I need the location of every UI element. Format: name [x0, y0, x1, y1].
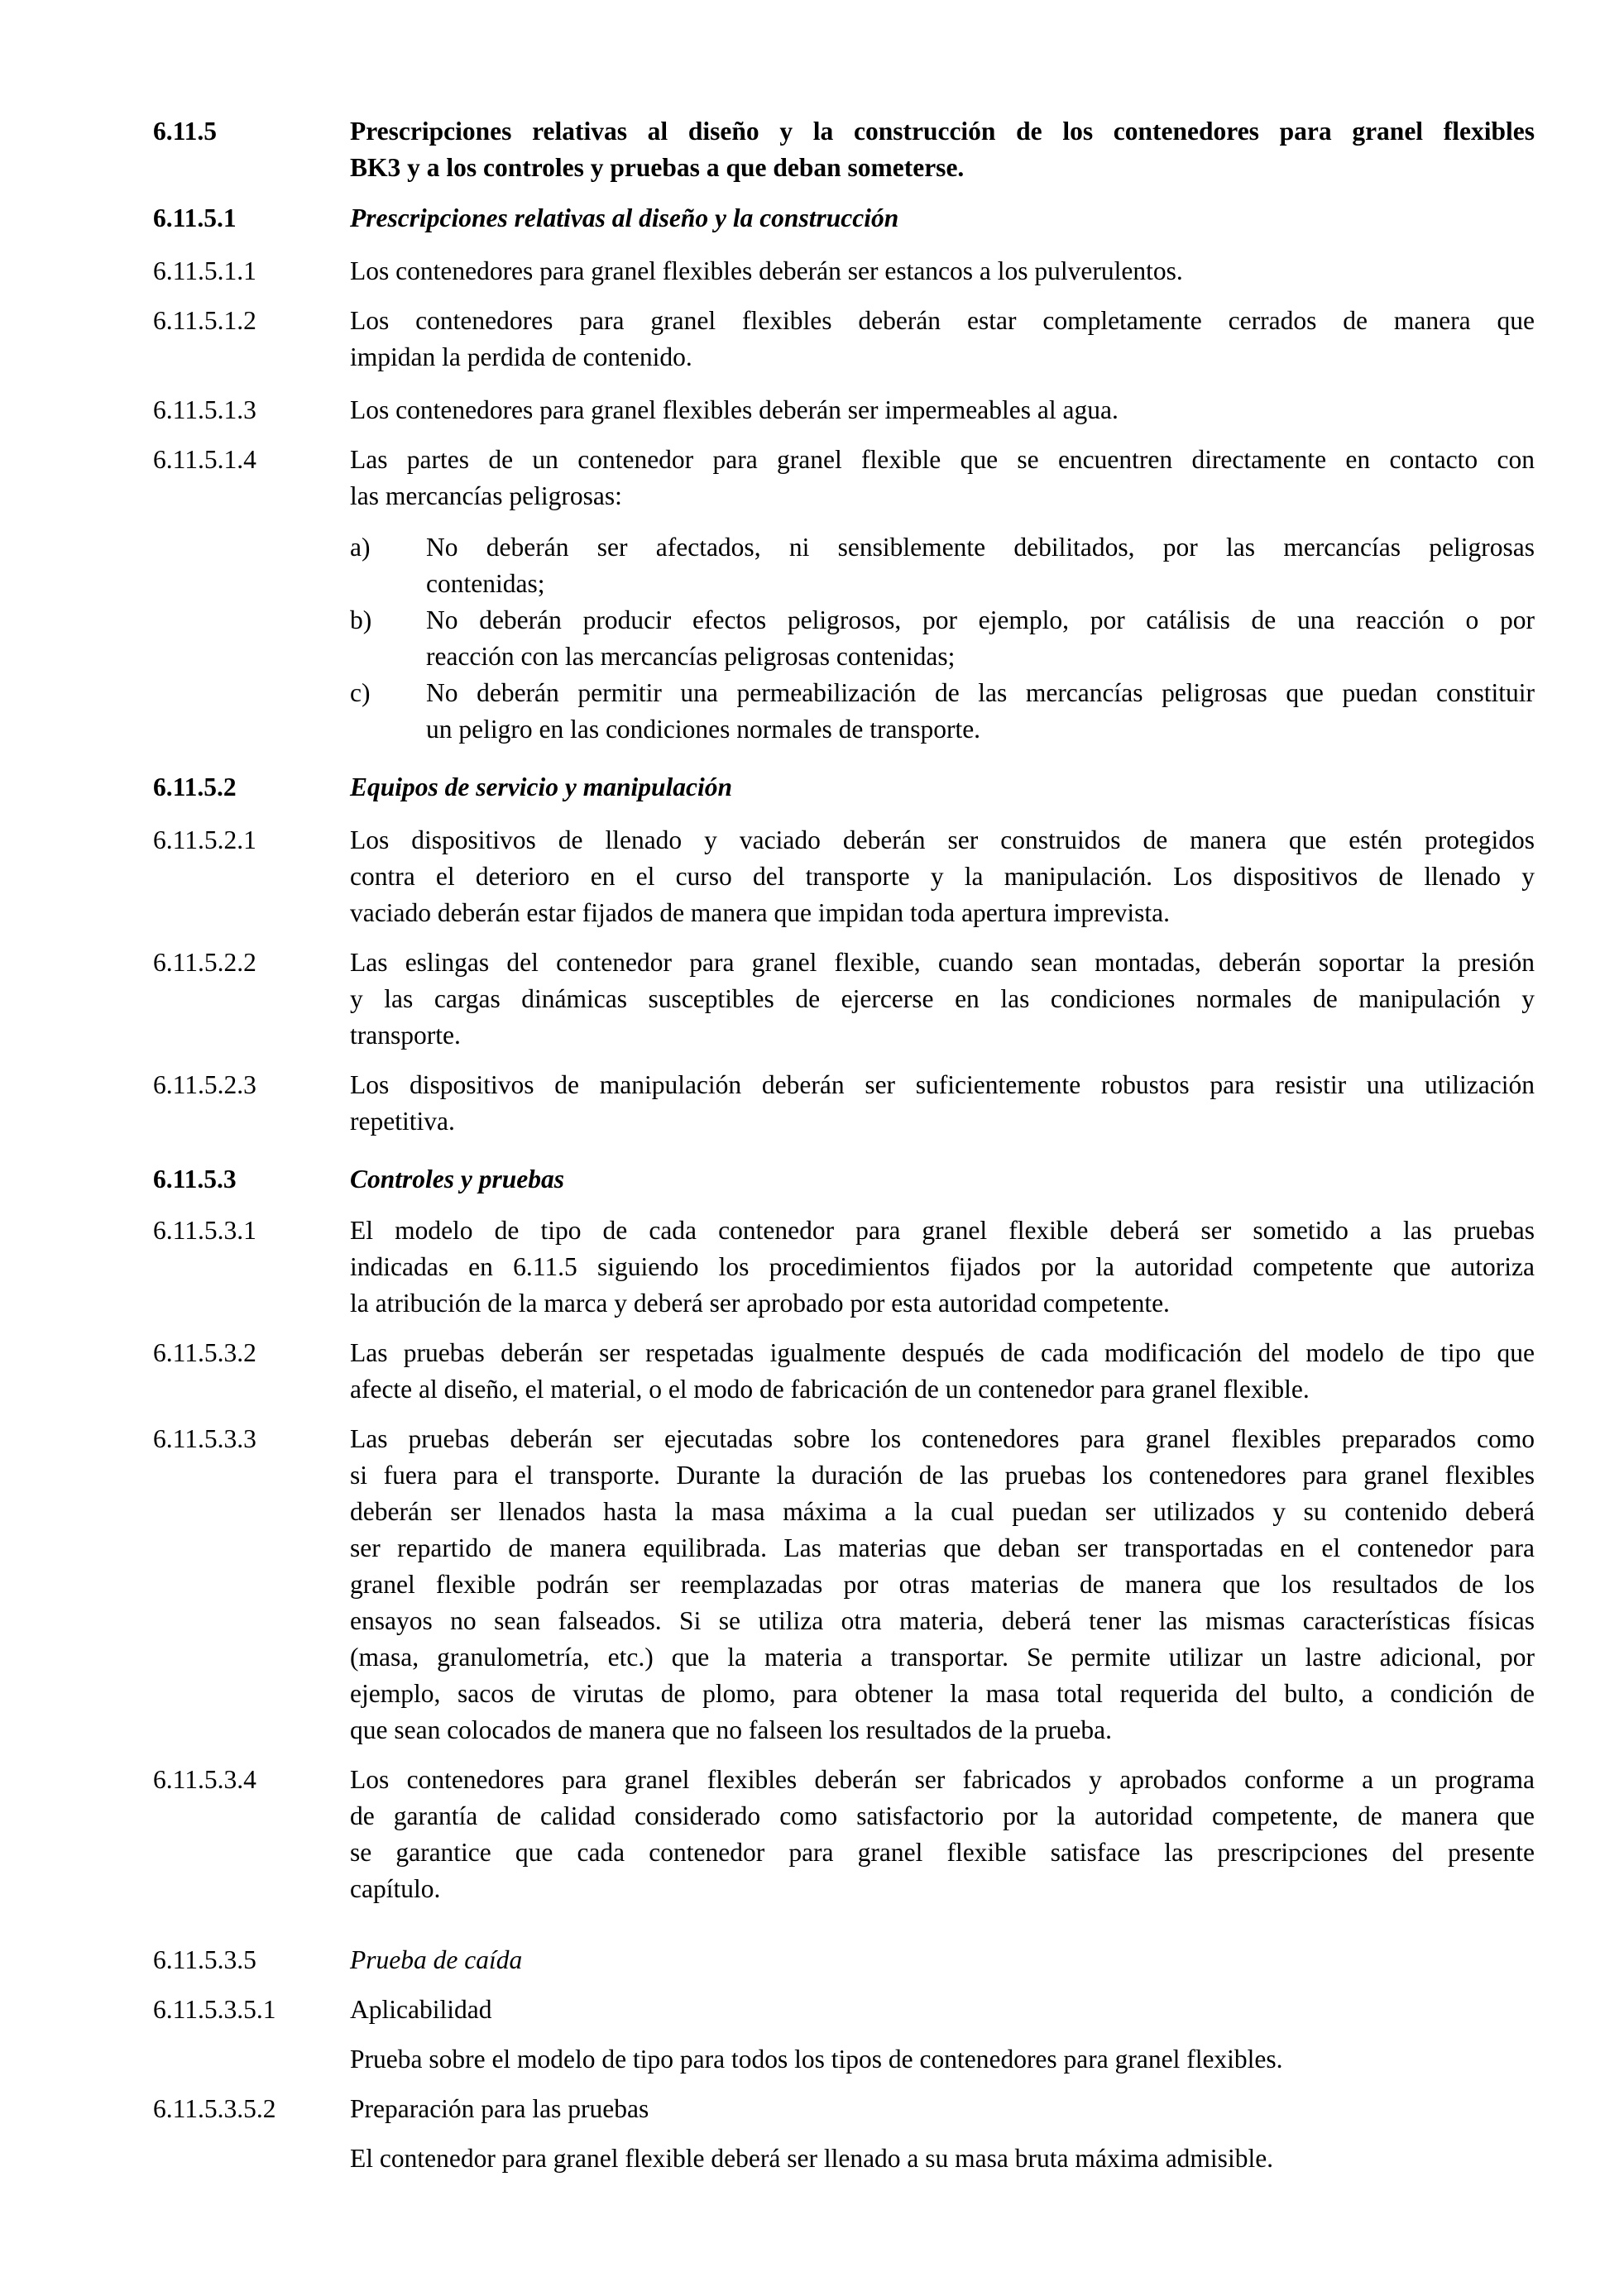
section-number: 6.11.5.3.5.2 — [153, 2094, 276, 2123]
paragraph-text: Los contenedores para granel flexibles deberán ser impermeables al agua. — [350, 395, 1119, 424]
list-text: No deberán permitir una permeabilización de las mercancías peligrosas que puedan constituir — [426, 678, 1535, 707]
paragraph-text: ser repartido de manera equilibrada. Las materias que deban ser transportadas en el contenedor para — [350, 1533, 1535, 1562]
paragraph-number: 6.11.5.2.3 — [153, 1070, 256, 1099]
paragraph-text: repetitiva. — [350, 1107, 455, 1136]
paragraph-text: (masa, granulometría, etc.) que la materia a transportar. Se permite utilizar un lastre adicional, por — [350, 1643, 1535, 1672]
paragraph-text: Los dispositivos de manipulación deberán ser suficientemente robustos para resistir una utilización — [350, 1070, 1535, 1099]
section-number: 6.11.5.3 — [153, 1165, 237, 1193]
section-number: 6.11.5.1 — [153, 203, 237, 232]
paragraph-text: la atribución de la marca y deberá ser aprobado por esta autoridad competente. — [350, 1289, 1170, 1318]
paragraph-number: 6.11.5.3.4 — [153, 1765, 256, 1794]
paragraph-text: deberán ser llenados hasta la masa máxima a la cual puedan ser utilizados y su contenido deberá — [350, 1497, 1535, 1526]
paragraph-text: se garantice que cada contenedor para granel flexible satisface las prescripciones del presente — [350, 1838, 1535, 1867]
list-text: No deberán producir efectos peligrosos, por ejemplo, por catálisis de una reacción o por — [426, 605, 1535, 634]
section-number: 6.11.5 — [153, 117, 218, 146]
paragraph-text: Las pruebas deberán ser respetadas igualmente después de cada modificación del modelo de tipo que — [350, 1338, 1535, 1367]
paragraph-text: El modelo de tipo de cada contenedor para granel flexible deberá ser sometido a las pruebas — [350, 1216, 1535, 1245]
paragraph-number: 6.11.5.2.1 — [153, 825, 256, 854]
paragraph-text: Las pruebas deberán ser ejecutadas sobre los contenedores para granel flexibles preparados como — [350, 1424, 1535, 1453]
paragraph-number: 6.11.5.2.2 — [153, 948, 256, 977]
section-heading: Prescripciones relativas al diseño y la construcción de los contenedores para granel flexibles — [350, 117, 1535, 146]
paragraph-number: 6.11.5.1.3 — [153, 395, 256, 424]
paragraph-text: Los contenedores para granel flexibles deberán estar completamente cerrados de manera que — [350, 306, 1535, 335]
paragraph-text: Los contenedores para granel flexibles deberán ser fabricados y aprobados conforme a un programa — [350, 1765, 1535, 1794]
list-text: No deberán ser afectados, ni sensiblemente debilitados, por las mercancías peligrosas — [426, 533, 1535, 562]
section-number: 6.11.5.3.5.1 — [153, 1995, 276, 2024]
paragraph-text: Los contenedores para granel flexibles deberán ser estancos a los pulverulentos. — [350, 256, 1183, 285]
section-number: 6.11.5.2 — [153, 773, 237, 801]
paragraph-number: 6.11.5.1.2 — [153, 306, 256, 335]
section-heading: Prescripciones relativas al diseño y la construcción — [350, 203, 899, 232]
paragraph-text: contra el deterioro en el curso del transporte y la manipulación. Los dispositivos de llenado y — [350, 862, 1535, 891]
paragraph-text: Las eslingas del contenedor para granel flexible, cuando sean montadas, deberán soportar la presión — [350, 948, 1535, 977]
paragraph-text: afecte al diseño, el material, o el modo de fabricación de un contenedor para granel flexible. — [350, 1375, 1310, 1404]
paragraph-text: si fuera para el transporte. Durante la duración de las pruebas los contenedores para granel flexibles — [350, 1461, 1535, 1490]
section-heading: Equipos de servicio y manipulación — [350, 773, 733, 801]
paragraph-number: 6.11.5.1.1 — [153, 256, 256, 285]
paragraph-text: Prueba sobre el modelo de tipo para todos los tipos de contenedores para granel flexibles. — [350, 2045, 1283, 2074]
paragraph-text: vaciado deberán estar fijados de manera que impidan toda apertura imprevista. — [350, 898, 1170, 927]
section-heading: Prueba de caída — [350, 1945, 523, 1974]
paragraph-text: transporte. — [350, 1021, 461, 1050]
paragraph-text: ejemplo, sacos de virutas de plomo, para obtener la masa total requerida del bulto, a condición de — [350, 1679, 1535, 1708]
section-heading: Controles y pruebas — [350, 1165, 565, 1193]
paragraph-text: granel flexible podrán ser reemplazadas por otras materias de manera que los resultados de los — [350, 1570, 1535, 1599]
paragraph-text: indicadas en 6.11.5 siguiendo los procedimientos fijados por la autoridad competente que autoriza — [350, 1252, 1535, 1281]
paragraph-number: 6.11.5.3.2 — [153, 1338, 256, 1367]
subsection-heading: Aplicabilidad — [350, 1995, 492, 2024]
paragraph-text: El contenedor para granel flexible deberá ser llenado a su masa bruta máxima admisible. — [350, 2144, 1274, 2173]
paragraph-text: que sean colocados de manera que no falseen los resultados de la prueba. — [350, 1715, 1113, 1744]
subsection-heading: Preparación para las pruebas — [350, 2094, 649, 2123]
paragraph-text: de garantía de calidad considerado como satisfactorio por la autoridad competente, de manera que — [350, 1801, 1535, 1830]
paragraph-text: ensayos no sean falseados. Si se utiliza otra materia, deberá tener las mismas características físicas — [350, 1606, 1535, 1635]
list-label: b) — [350, 605, 372, 634]
paragraph-text: las mercancías peligrosas: — [350, 481, 622, 510]
paragraph-number: 6.11.5.3.3 — [153, 1424, 256, 1453]
paragraph-text: impidan la perdida de contenido. — [350, 342, 692, 371]
list-text: contenidas; — [426, 569, 545, 598]
list-text: un peligro en las condiciones normales de transporte. — [426, 715, 981, 744]
paragraph-text: Los dispositivos de llenado y vaciado deberán ser construidos de manera que estén protegidos — [350, 825, 1535, 854]
paragraph-text: Las partes de un contenedor para granel flexible que se encuentren directamente en contacto con — [350, 445, 1535, 474]
paragraph-number: 6.11.5.1.4 — [153, 445, 256, 474]
list-label: a) — [350, 533, 371, 562]
paragraph-text: y las cargas dinámicas susceptibles de ejercerse en las condiciones normales de manipulación y — [350, 984, 1535, 1013]
list-label: c) — [350, 678, 371, 707]
paragraph-text: capítulo. — [350, 1874, 441, 1903]
list-text: reacción con las mercancías peligrosas contenidas; — [426, 642, 956, 671]
paragraph-number: 6.11.5.3.1 — [153, 1216, 256, 1245]
section-heading: BK3 y a los controles y pruebas a que deban someterse. — [350, 153, 965, 182]
section-number: 6.11.5.3.5 — [153, 1945, 256, 1974]
